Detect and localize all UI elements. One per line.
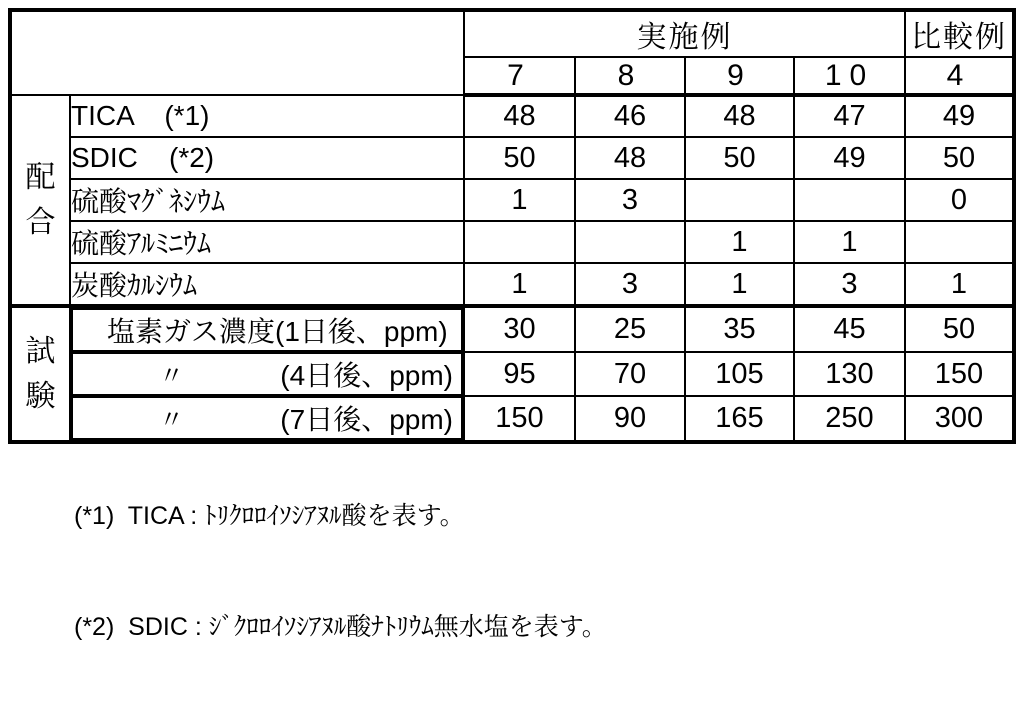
row-label-chlorine-gas-day4: 〃 (4日後、ppm) <box>71 352 463 396</box>
value-cell: 48 <box>464 95 575 137</box>
value-cell: 165 <box>685 396 794 442</box>
value-cell: 50 <box>905 137 1014 179</box>
value-cell: 50 <box>685 137 794 179</box>
value-cell: 3 <box>794 263 905 306</box>
value-cell: 300 <box>905 396 1014 442</box>
value-cell: 3 <box>575 263 685 306</box>
row-label-aluminum-sulfate: 硫酸ｱﾙﾐﾆｳﾑ <box>70 221 464 263</box>
value-cell <box>794 179 905 221</box>
example-col-7: 7 <box>464 57 575 95</box>
comparative-col-4: 4 <box>905 57 1014 95</box>
value-cell: 49 <box>905 95 1014 137</box>
row-label-chlorine-gas-day7: 〃 (7日後、ppm) <box>71 396 463 440</box>
value-cell: 150 <box>464 396 575 442</box>
footnote-tica: (*1) TICA : ﾄﾘｸﾛﾛｲｿｼｱﾇﾙ酸を表す。 <box>74 502 465 530</box>
value-cell: 25 <box>575 306 685 352</box>
row-label-magnesium-sulfate: 硫酸ﾏｸﾞﾈｼｳﾑ <box>70 179 464 221</box>
row-label-tica: TICA (*1) <box>70 95 464 137</box>
value-cell <box>905 221 1014 263</box>
value-cell: 45 <box>794 306 905 352</box>
section-label-formulation: 配合 <box>10 95 70 306</box>
value-cell: 3 <box>575 179 685 221</box>
value-cell <box>685 179 794 221</box>
value-cell: 1 <box>464 263 575 306</box>
row-label-chlorine-gas-day1: 塩素ガス濃度(1日後、ppm) <box>71 308 463 352</box>
value-cell: 105 <box>685 352 794 396</box>
comparative-group-header: 比較例 <box>905 10 1014 57</box>
examples-group-header: 実施例 <box>464 10 905 57</box>
value-cell: 35 <box>685 306 794 352</box>
value-cell: 50 <box>464 137 575 179</box>
value-cell: 30 <box>464 306 575 352</box>
value-cell: 1 <box>464 179 575 221</box>
corner-cell <box>10 10 464 95</box>
row-label-calcium-carbonate: 炭酸ｶﾙｼｳﾑ <box>70 263 464 306</box>
value-cell <box>575 221 685 263</box>
example-col-10: 10 <box>794 57 905 95</box>
value-cell: 250 <box>794 396 905 442</box>
ditto-mark: 〃 <box>159 406 185 434</box>
value-cell: 1 <box>905 263 1014 306</box>
value-cell: 47 <box>794 95 905 137</box>
value-cell: 1 <box>685 263 794 306</box>
patent-data-table <box>8 8 1016 444</box>
value-cell: 1 <box>794 221 905 263</box>
row-label-sdic: SDIC (*2) <box>70 137 464 179</box>
example-col-9: 9 <box>685 57 794 95</box>
value-cell: 70 <box>575 352 685 396</box>
value-cell: 48 <box>575 137 685 179</box>
value-cell: 0 <box>905 179 1014 221</box>
footnote-sdic: (*2) SDIC : ｼﾞｸﾛﾛｲｿｼｱﾇﾙ酸ﾅﾄﾘｳﾑ無水塩を表す。 <box>74 613 607 641</box>
value-cell: 150 <box>905 352 1014 396</box>
value-cell: 1 <box>685 221 794 263</box>
value-cell: 49 <box>794 137 905 179</box>
value-cell: 46 <box>575 95 685 137</box>
ditto-mark: 〃 <box>159 362 185 390</box>
value-cell <box>464 221 575 263</box>
example-col-8: 8 <box>575 57 685 95</box>
value-cell: 90 <box>575 396 685 442</box>
value-cell: 130 <box>794 352 905 396</box>
value-cell: 95 <box>464 352 575 396</box>
value-cell: 50 <box>905 306 1014 352</box>
section-label-test: 試験 <box>10 306 70 442</box>
value-cell: 48 <box>685 95 794 137</box>
footnotes <box>74 424 994 720</box>
